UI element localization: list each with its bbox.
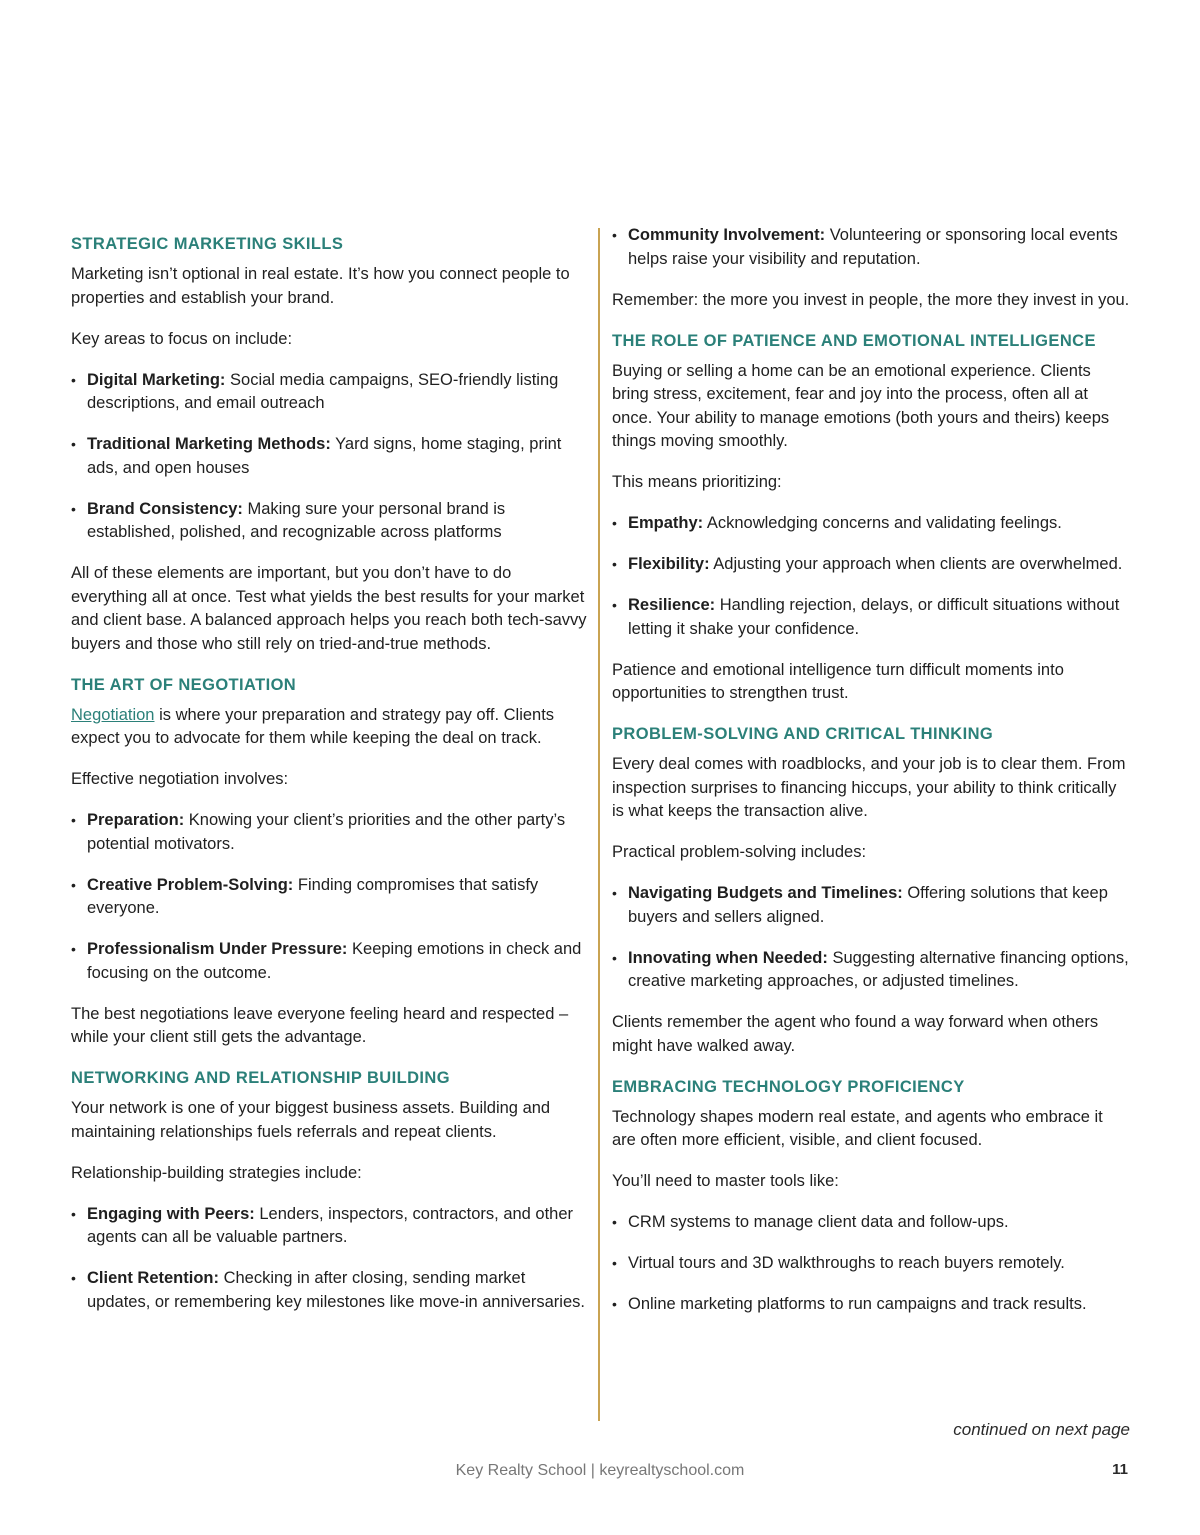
- page-number: 11: [1112, 1461, 1128, 1478]
- right-column: [612, 224, 1130, 1334]
- item-text: Knowing your client’s priorities and the other party’s potential motivators.: [87, 811, 566, 853]
- item-term: Professionalism Under Pressure:: [87, 940, 348, 958]
- negotiation-link[interactable]: Negotiation: [71, 705, 155, 724]
- list-item: [612, 512, 1130, 536]
- section-heading-problem-solving: PROBLEM-SOLVING AND CRITICAL THINKING: [612, 725, 994, 743]
- item-text: Checking in after closing, sending market updates, or remembering key milestones like move-in anniversaries.: [87, 1269, 585, 1311]
- list-item: [612, 947, 1130, 994]
- paragraph-text: is where your preparation and strategy pay off. Clients expect you to advocate for them while keeping the deal on track.: [71, 705, 555, 747]
- paragraph: Remember: the more you invest in people, the more they invest in you.: [612, 290, 1130, 309]
- paragraph: [71, 704, 589, 751]
- continued-note: continued on next page: [953, 1420, 1130, 1439]
- item-term: Traditional Marketing Methods:: [87, 435, 331, 453]
- list-item: • Online marketing platforms to run campaigns and track results.: [612, 1293, 1130, 1317]
- item-text: Suggesting alternative financing options, creative marketing approaches, or adjusted timelines.: [628, 948, 1129, 990]
- item-term: Creative Problem-Solving:: [87, 875, 294, 894]
- item-term: Preparation:: [87, 811, 185, 829]
- section-heading-patience: THE ROLE OF PATIENCE AND EMOTIONAL INTELLIGENCE: [612, 331, 1096, 350]
- item-term: Innovating when Needed:: [628, 948, 828, 967]
- list-item: [71, 1267, 589, 1314]
- item-term: Empathy:: [628, 514, 704, 532]
- bullet-list: [71, 369, 589, 545]
- list-item: [71, 874, 589, 921]
- list-item: • CRM systems to manage client data and follow-ups.: [612, 1211, 1130, 1235]
- section-heading-networking: NETWORKING AND RELATIONSHIP BUILDING: [71, 1069, 450, 1087]
- paragraph: You’ll need to master tools like:: [612, 1172, 839, 1190]
- paragraph: The best negotiations leave everyone feeling heard and respected – while your client still gets the advantage.: [71, 1004, 569, 1046]
- list-item: [71, 938, 589, 985]
- bullet-list: [71, 809, 589, 985]
- item-text: Adjusting your approach when clients are overwhelmed.: [709, 555, 1123, 573]
- paragraph: Your network is one of your biggest business assets. Building and maintaining relationships fuels referrals and repeat clients.: [71, 1099, 551, 1141]
- paragraph: Effective negotiation involves:: [71, 770, 289, 788]
- item-term: Client Retention:: [87, 1269, 219, 1287]
- list-item: • Virtual tours and 3D walkthroughs to reach buyers remotely.: [612, 1252, 1130, 1276]
- bullet-list: [612, 882, 1130, 994]
- item-term: Navigating Budgets and Timelines:: [628, 884, 903, 902]
- list-item: [71, 433, 589, 480]
- list-item: [71, 498, 589, 545]
- item-text: Yard signs, home staging, print ads, and open houses: [87, 435, 562, 477]
- paragraph: Buying or selling a home can be an emotional experience. Clients bring stress, excitement, fear and joy into the process, often all at once. Your ability to manage emotions (both yours and theirs) keeps things moving smoothly.: [612, 361, 1110, 450]
- page-footer: Key Realty School | keyrealtyschool.com: [455, 1462, 745, 1479]
- item-term: Brand Consistency:: [87, 499, 243, 518]
- paragraph: Every deal comes with roadblocks, and your job is to clear them. From inspection surprises to financing hiccups, your ability to think critically is what keeps the transaction alive.: [612, 755, 1126, 820]
- item-text: Acknowledging concerns and validating feelings.: [703, 514, 1062, 532]
- item-term: Engaging with Peers:: [87, 1204, 255, 1223]
- paragraph: Technology shapes modern real estate, and agents who embrace it are often more efficient, visible, and client focused.: [612, 1107, 1103, 1149]
- paragraph: Patience and emotional intelligence turn difficult moments into opportunities to strengthen trust.: [612, 660, 1064, 702]
- paragraph: All of these elements are important, but you don’t have to do everything all at once. Test what yields the best results for your market and client base. A balanced approach helps you reach both tech-savvy buyers and those who still rely on tried-and-true methods.: [71, 564, 587, 653]
- item-term: Resilience:: [628, 596, 716, 614]
- bullet-list: [71, 1203, 589, 1315]
- item-text: Handling rejection, delays, or difficult situations without letting it shake your confidence.: [628, 596, 1120, 638]
- list-item: [71, 1203, 589, 1250]
- paragraph: Relationship-building strategies include:: [71, 1163, 362, 1182]
- column-divider: [598, 228, 600, 1421]
- bullet-list: [612, 1211, 1130, 1317]
- bullet-list: [612, 224, 1130, 271]
- section-heading-technology: EMBRACING TECHNOLOGY PROFICIENCY: [612, 1077, 965, 1096]
- bullet-list: [612, 512, 1130, 641]
- item-text: Social media campaigns, SEO-friendly listing descriptions, and email outreach: [87, 370, 559, 412]
- list-item: [612, 594, 1130, 641]
- paragraph: Practical problem-solving includes:: [612, 843, 867, 861]
- item-text: Keeping emotions in check and focusing on the outcome.: [87, 940, 582, 982]
- left-column: [71, 230, 589, 1332]
- list-item: [71, 369, 589, 416]
- list-item: [612, 553, 1130, 577]
- list-item: [612, 224, 1130, 271]
- item-text: Lenders, inspectors, contractors, and other agents can all be valuable partners.: [87, 1204, 574, 1246]
- paragraph: Clients remember the agent who found a way forward when others might have walked away.: [612, 1013, 1099, 1055]
- section-heading-negotiation: THE ART OF NEGOTIATION: [71, 675, 297, 694]
- item-text: Volunteering or sponsoring local events helps raise your visibility and reputation.: [628, 226, 1118, 268]
- section-heading-marketing: STRATEGIC MARKETING SKILLS: [71, 235, 344, 253]
- item-term: Community Involvement:: [628, 226, 826, 244]
- item-term: Digital Marketing:: [87, 370, 226, 389]
- list-item: [612, 882, 1130, 929]
- paragraph: Key areas to focus on include:: [71, 329, 293, 348]
- paragraph: This means prioritizing:: [612, 473, 782, 491]
- item-text: Making sure your personal brand is established, polished, and recognizable across platforms: [87, 499, 506, 541]
- item-text: Offering solutions that keep buyers and sellers aligned.: [628, 884, 1108, 926]
- item-term: Flexibility:: [628, 555, 710, 573]
- list-item: [71, 809, 589, 856]
- item-text: Finding compromises that satisfy everyone.: [87, 875, 539, 917]
- paragraph: Marketing isn’t optional in real estate. It’s how you connect people to properties and establish your brand.: [71, 265, 570, 307]
